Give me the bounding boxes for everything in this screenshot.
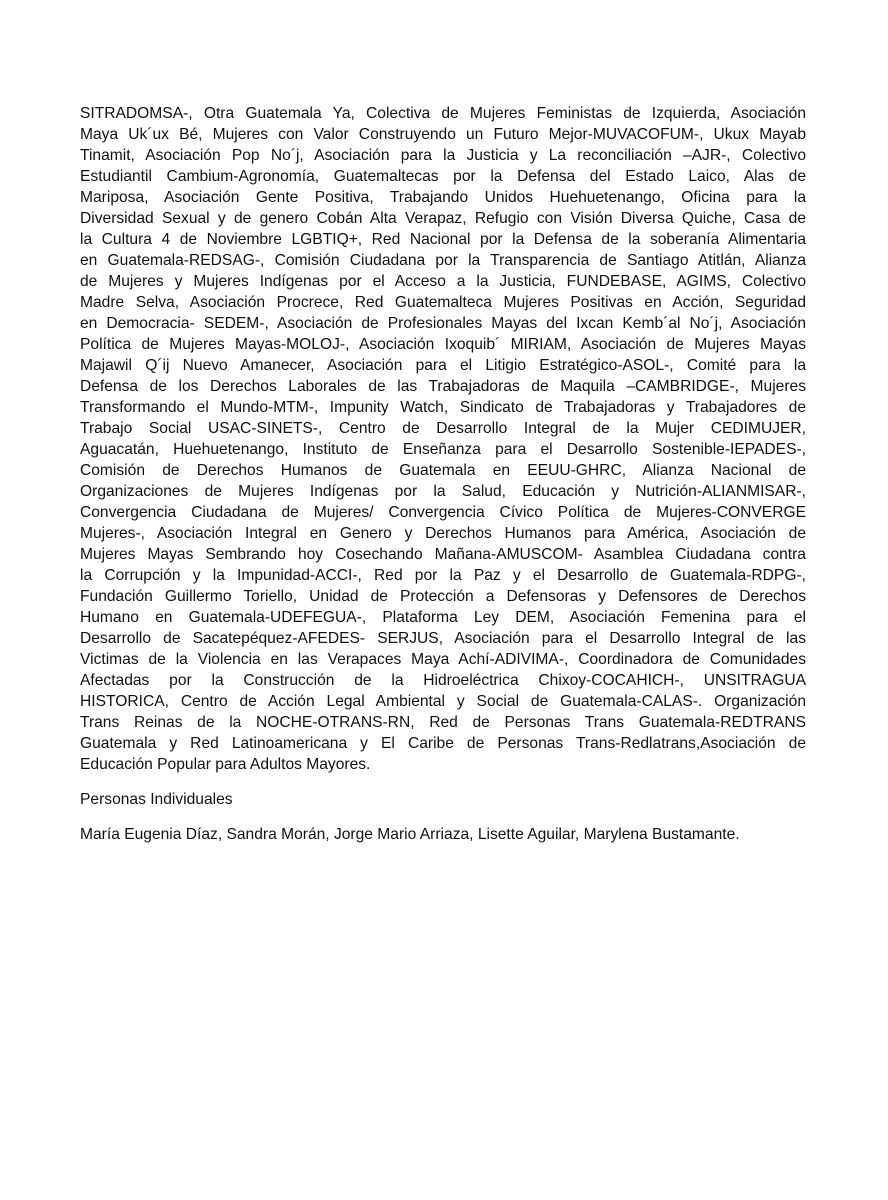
organizations-line: Educación Popular para Adultos Mayores. — [80, 756, 371, 773]
organizations-line: Fundación Guillermo Toriello, Unidad de Protección a Defensoras y Defensores de Derechos — [80, 588, 806, 605]
organizations-line: Comisión de Derechos Humanos de Guatemala en EEUU-GHRC, Alianza Nacional de — [80, 462, 806, 479]
organizations-line: la Corrupción y la Impunidad-ACCI-, Red por la Paz y el Desarrollo de Guatemala-RDPG-, — [80, 567, 806, 584]
organizations-line: Mariposa, Asociación Gente Positiva, Trabajando Unidos Huehuetenango, Oficina para la — [80, 189, 806, 206]
organizations-line: Defensa de los Derechos Laborales de las Trabajadoras de Maquila –CAMBRIDGE-, Mujeres — [80, 378, 806, 395]
organizations-line: Victimas de la Violencia en las Verapaces Maya Achí-ADIVIMA-, Coordinadora de Comunidades — [80, 651, 806, 668]
organizations-paragraph — [80, 103, 806, 775]
organizations-line: Estudiantil Cambium-Agronomía, Guatemaltecas por la Defensa del Estado Laico, Alas de — [80, 168, 806, 185]
organizations-line: Diversidad Sexual y de genero Cobán Alta Verapaz, Refugio con Visión Diversa Quiche, Casa de — [80, 210, 806, 227]
organizations-line: Desarrollo de Sacatepéquez-AFEDES- SERJUS, Asociación para el Desarrollo Integral de las — [80, 630, 806, 647]
organizations-line: SITRADOMSA-, Otra Guatemala Ya, Colectiva de Mujeres Feministas de Izquierda, Asociación — [80, 105, 806, 122]
organizations-line: Mujeres-, Asociación Integral en Genero y Derechos Humanos para América, Asociación de — [80, 525, 806, 542]
organizations-line: Mujeres Mayas Sembrando hoy Cosechando Mañana-AMUSCOM- Asamblea Ciudadana contra — [80, 546, 806, 563]
organizations-line: Majawil Q´ij Nuevo Amanecer, Asociación para el Litigio Estratégico-ASOL-, Comité para la — [80, 357, 806, 374]
organizations-line: de Mujeres y Mujeres Indígenas por el Acceso a la Justicia, FUNDEBASE, AGIMS, Colectivo — [80, 273, 806, 290]
organizations-line: Trabajo Social USAC-SINETS-, Centro de Desarrollo Integral de la Mujer CEDIMUJER, — [80, 420, 806, 437]
organizations-line: Convergencia Ciudadana de Mujeres/ Convergencia Cívico Política de Mujeres-CONVERGE — [80, 504, 806, 521]
organizations-line: Trans Reinas de la NOCHE-OTRANS-RN, Red de Personas Trans Guatemala-REDTRANS — [80, 714, 806, 731]
organizations-line: Maya Uk´ux Bé, Mujeres con Valor Construyendo un Futuro Mejor-MUVACOFUM-, Ukux Mayab — [80, 126, 806, 143]
organizations-line: Afectadas por la Construcción de la Hidroeléctrica Chixoy-COCAHICH-, UNSITRAGUA — [80, 672, 806, 689]
organizations-line: Humano en Guatemala-UDEFEGUA-, Plataforma Ley DEM, Asociación Femenina para el — [80, 609, 806, 626]
organizations-line: la Cultura 4 de Noviembre LGBTIQ+, Red Nacional por la Defensa de la soberanía Alimentaria — [80, 231, 806, 248]
organizations-line: en Guatemala-REDSAG-, Comisión Ciudadana por la Transparencia de Santiago Atitlán, Alianza — [80, 252, 806, 269]
organizations-line: Política de Mujeres Mayas-MOLOJ-, Asociación Ixoquib´ MIRIAM, Asociación de Mujeres Mayas — [80, 336, 806, 353]
document-body — [80, 103, 806, 845]
organizations-line: Tinamit, Asociación Pop No´j, Asociación para la Justicia y La reconciliación –AJR-, Colectivo — [80, 147, 806, 164]
organizations-line: Aguacatán, Huehuetenango, Instituto de Enseñanza para el Desarrollo Sostenible-IEPADES-, — [80, 441, 806, 458]
individuals-list: María Eugenia Díaz, Sandra Morán, Jorge Mario Arriaza, Lisette Aguilar, Marylena Bustamante. — [80, 826, 740, 843]
organizations-line: HISTORICA, Centro de Acción Legal Ambiental y Social de Guatemala-CALAS-. Organización — [80, 693, 806, 710]
organizations-line: Guatemala y Red Latinoamericana y El Caribe de Personas Trans-Redlatrans,Asociación de — [80, 735, 806, 752]
organizations-line: Madre Selva, Asociación Procrece, Red Guatemalteca Mujeres Positivas en Acción, Seguridad — [80, 294, 806, 311]
organizations-line: en Democracia- SEDEM-, Asociación de Profesionales Mayas del Ixcan Kemb´al No´j, Asociación — [80, 315, 806, 332]
organizations-line: Organizaciones de Mujeres Indígenas por la Salud, Educación y Nutrición-ALIANMISAR-, — [80, 483, 806, 500]
organizations-line: Transformando el Mundo-MTM-, Impunity Watch, Sindicato de Trabajadoras y Trabajadores de — [80, 399, 806, 416]
individuals-heading: Personas Individuales — [80, 791, 233, 808]
